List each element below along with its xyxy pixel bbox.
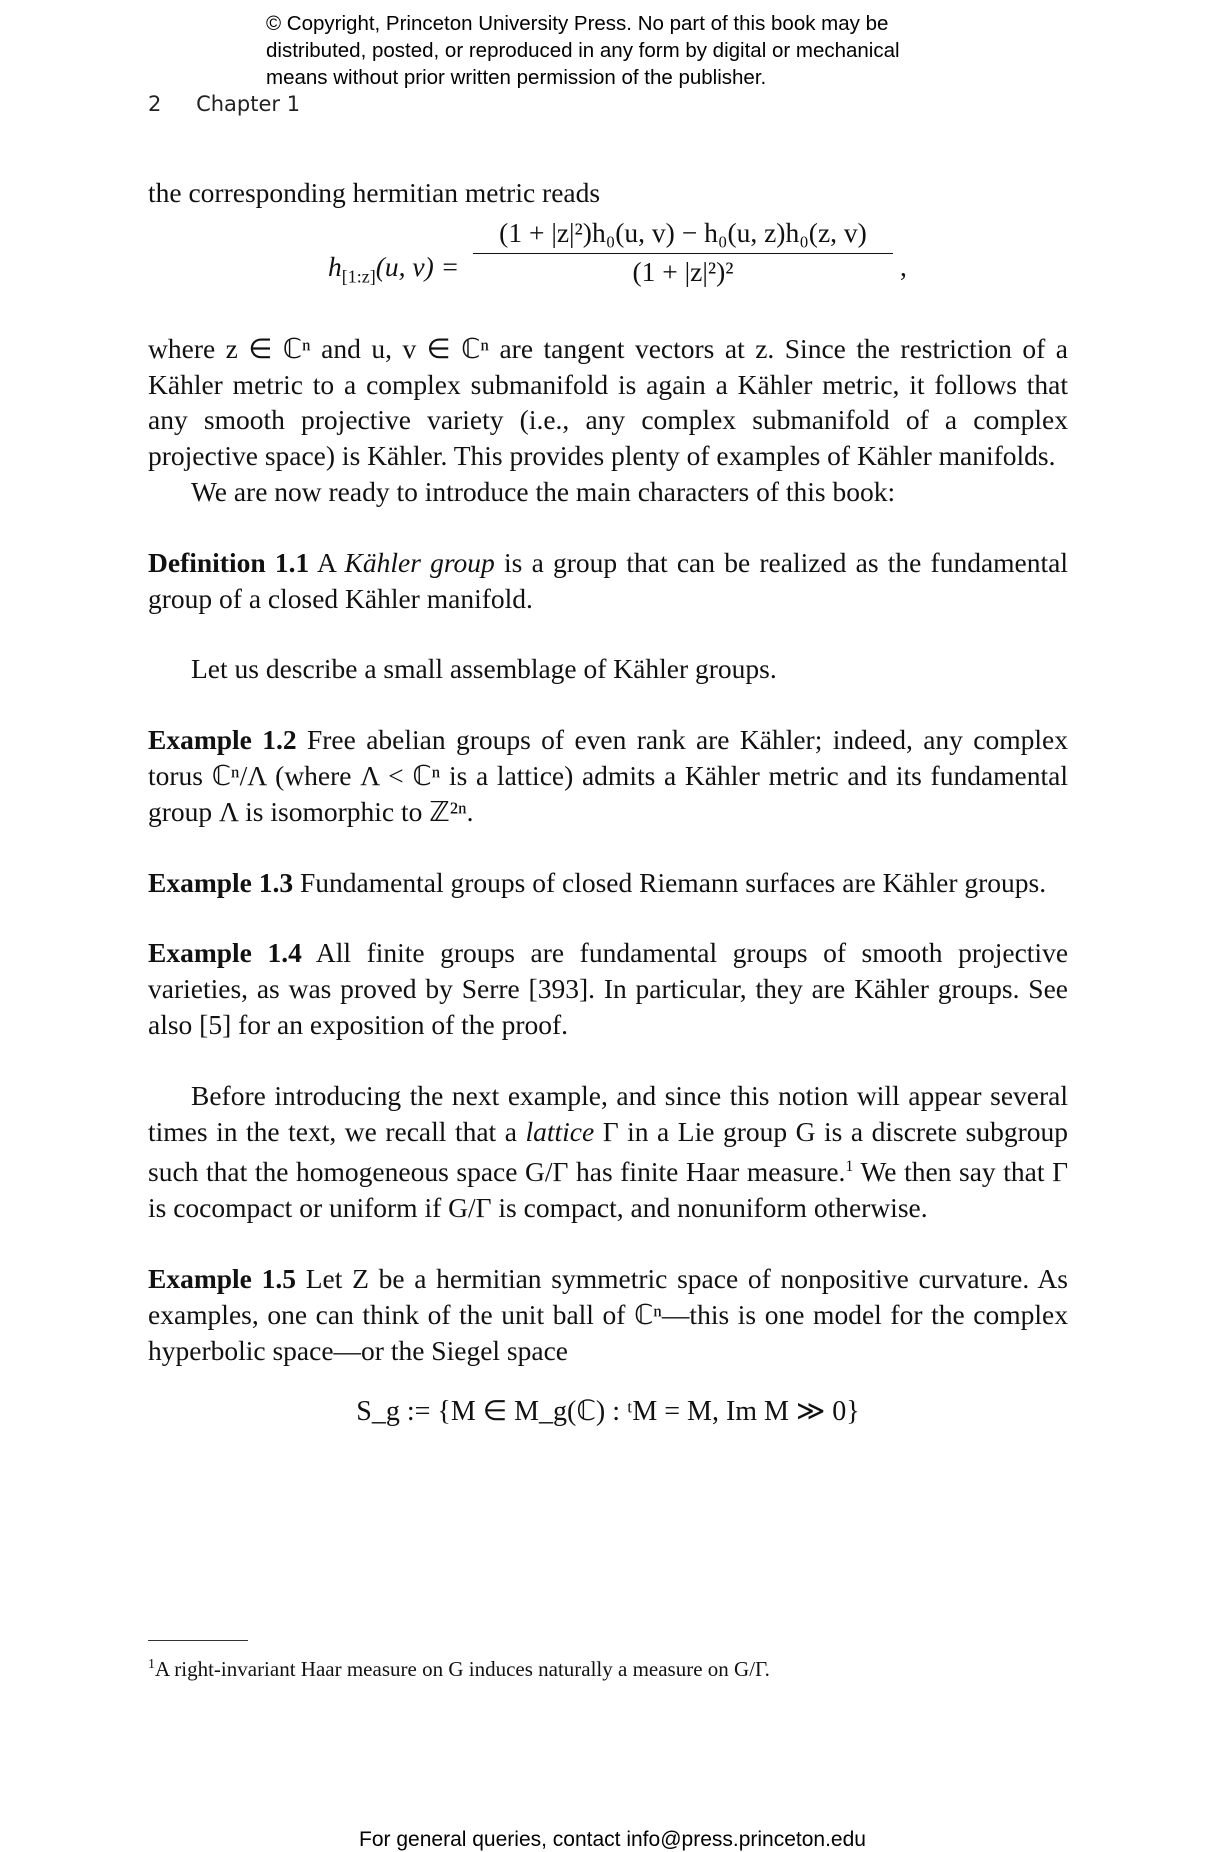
footnote-text: A right-invariant Haar measure on G induces naturally a measure on G/Γ. [155, 1657, 770, 1681]
page-number: 2 [148, 92, 162, 116]
running-header [148, 92, 300, 116]
footnote-rule [148, 1640, 248, 1641]
definition-1-1: Definition 1.1 A Kähler group is a group that can be realized as the fundamental group of a closed Kähler manifold. [148, 546, 1068, 614]
copyright-line: © Copyright, Princeton University Press. No part of this book may be [266, 12, 889, 35]
equation-comma: , [900, 250, 907, 282]
example-1-3: Example 1.3 Fundamental groups of closed Riemann surfaces are Kähler groups. [148, 866, 1047, 898]
paragraph: We are now ready to introduce the main characters of this book: [191, 475, 896, 507]
copyright-line: distributed, posted, or reproduced in any form by digital or mechanical [266, 39, 900, 62]
example-1-4: Example 1.4 All finite groups are fundamental groups of smooth projective varieties, as was proved by Serre [393]. In particular, they are Kähler groups. See also [5] for an exposition of the proof. [148, 937, 1069, 1040]
contact-footer: For general queries, contact info@press.princeton.edu [359, 1828, 866, 1851]
copyright-line: means without prior written permission of the publisher. [266, 66, 767, 89]
example-1-2: Example 1.2 Free abelian groups of even rank are Kähler; indeed, any complex torus ℂⁿ/Λ (where Λ < ℂⁿ is a lattice) admits a Kähler metric and its fundamental group Λ is isomorphic to ℤ²ⁿ. [148, 724, 1068, 827]
equation-fraction [473, 217, 893, 288]
page-body [148, 175, 1068, 1428]
equation-siegel: S_g := {M ∈ M_g(ℂ) : ᵗM = M, Im M ≫ 0} [356, 1396, 860, 1428]
equation-lhs: $h_{[1:z]}(u$, v) = [328, 250, 460, 287]
footnote-marker[interactable]: 1 [845, 1158, 854, 1176]
equation-metric [148, 217, 1068, 327]
equation-denominator: (1 + |z|²)² [632, 255, 734, 287]
copyright-notice [266, 10, 1026, 91]
paragraph: where z ∈ ℂⁿ and u, v ∈ ℂⁿ are tangent vectors at z. Since the restriction of a Kähler metric to a complex submanifold is again a Kähler metric, it follows that any smooth projective variety (i.e., any complex submanifold of a complex projective space) is Kähler. This provides plenty of examples of Kähler manifolds. [148, 332, 1068, 472]
paragraph: Let us describe a small assemblage of Kähler groups. [191, 653, 777, 685]
equation-numerator: (1 + |z|²)h₀(u, v) − h₀(u, z)h₀(z, v) [473, 217, 893, 254]
intro-line: the corresponding hermitian metric reads [148, 177, 601, 208]
paragraph-lattice: Before introducing the next example, and since this notion will appear several times in the text, we recall that a lattice Γ in a Lie group G is a discrete subgroup such that the homogeneous space G/Γ has finite Haar measure.$^1$ We then say that Γ is cocompact or uniform if G/Γ is compact, and nonuniform otherwise. [148, 1079, 1069, 1224]
footnote-mark: 1 [148, 1657, 155, 1672]
footnote [148, 1651, 770, 1683]
example-1-5: Example 1.5 Let Z be a hermitian symmetric space of nonpositive curvature. As examples, one can think of the unit ball of ℂⁿ—this is one model for the complex hyperbolic space—or the Siegel space [148, 1263, 1068, 1366]
chapter-title: Chapter 1 [196, 92, 301, 116]
